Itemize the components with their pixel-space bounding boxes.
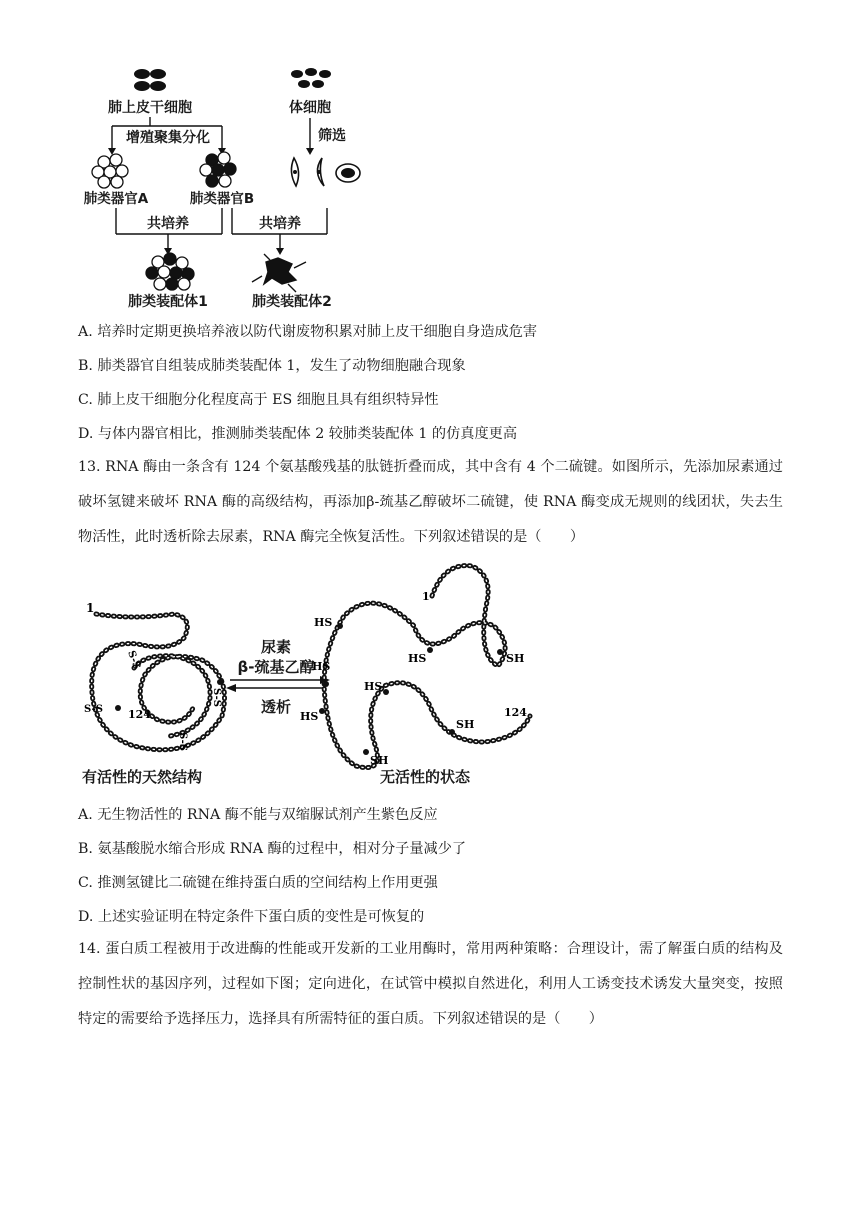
sh-2: SH [456,718,475,731]
q13-option-b: B. 氨基酸脱水缩合形成 RNA 酶的过程中，相对分子量减少了 [78,841,467,857]
organoid-a-icon [92,154,128,188]
native-structure-label: 有活性的天然结构 [82,768,203,786]
somatic-label: 体细胞 [289,100,331,116]
q13-option-c: C. 推测氢键比二硫键在维持蛋白质的空间结构上作用更强 [78,875,438,891]
hs-2: HS [312,660,331,673]
q13-option-a: A. 无生物活性的 RNA 酶不能与双缩脲试剂产生紫色反应 [78,807,438,823]
assembloid2-label: 肺类装配体2 [252,294,332,310]
q12-option-b: B. 肺类器官自组装成肺类装配体 1，发生了动物细胞融合现象 [78,358,466,374]
reagent-urea: 尿素 [260,638,292,656]
reverse-arrow-icon [226,684,236,692]
q12-option-a: A. 培养时定期更换培养液以防代谢废物积累对肺上皮干细胞自身造成危害 [78,324,538,340]
q13-stem: 13. RNA 酶由一条含有 124 个氨基酸残基的肽链折叠而成，其中含有 4 个二硫键。如图所示，先添加尿素通过破坏氢键来破坏 RNA 酶的高级结构，再添加β-巯基乙醇破坏二硫键，使 RNA 酶变成无规则的线团状，失去生物活性，此时透析除去尿素，RNA 酶完全恢复活性。下列叙述错误的是（ ） [78,459,783,545]
hs-1: HS [314,616,333,629]
ss-bond-4: S-S [211,688,222,707]
rnase-denaturation-figure [74,556,554,792]
coculture1-label: 共培养 [147,216,189,232]
ss-bond-2: S-S [84,704,103,715]
q12-option-d: D. 与体内器官相比，推测肺类装配体 2 较肺类装配体 1 的仿真度更高 [78,426,518,442]
organoid-a-label: 肺类器官A [83,191,149,207]
assembloid-2-icon [252,254,306,292]
somatic-cells-icon [291,68,331,88]
q14-stem: 14. 蛋白质工程被用于改进酶的性能或开发新的工业用酶时，常用两种策略：合理设计，需了解蛋白质的结构及控制性状的基因序列，过程如下图；定向进化，在试管中模拟自然进化，利用人工诱变技术诱发大量突变，按照特定的需要给予选择压力，选择具有所需特征的蛋白质。下列叙述错误的是（ ） [78,941,783,1027]
hs-3: HS [300,710,319,723]
organoid-b-icon [200,152,236,187]
sh-1: SH [506,652,525,665]
sh-3: SH [370,754,389,767]
stem-cell-label: 肺上皮干细胞 [108,100,192,116]
inactive-n-start: 1 [422,590,430,603]
assembloid1-label: 肺类装配体1 [128,294,208,310]
ss-bond-3: S-S [177,732,188,751]
screened-cells-icon [291,158,360,186]
ss-bond-1: S-S [125,649,143,671]
organoid-b-label: 肺类器官B [189,191,255,207]
inactive-n-end: 124 [504,706,527,719]
inactive-state-label: 无活性的状态 [380,768,471,786]
hs-4: HS [408,652,427,665]
coculture2-label: 共培养 [259,216,301,232]
stem-cells-icon [134,69,166,91]
native-n-end: 124 [128,708,151,721]
proliferate-label: 增殖聚集分化 [126,130,210,146]
q13-option-d: D. 上述实验证明在特定条件下蛋白质的变性是可恢复的 [78,909,425,925]
screen-label: 筛选 [318,128,346,144]
reagent-mercaptoethanol: β-巯基乙醇 [237,658,315,676]
native-n-start: 1 [86,601,95,615]
dialysis-label: 透析 [260,698,292,716]
q12-option-c: C. 肺上皮干细胞分化程度高于 ES 细胞且具有组织特异性 [78,392,439,408]
hs-5: HS [364,680,383,693]
lung-assembloid-figure [82,62,372,314]
native-chain [92,614,225,750]
assembloid-1-icon [146,253,194,290]
